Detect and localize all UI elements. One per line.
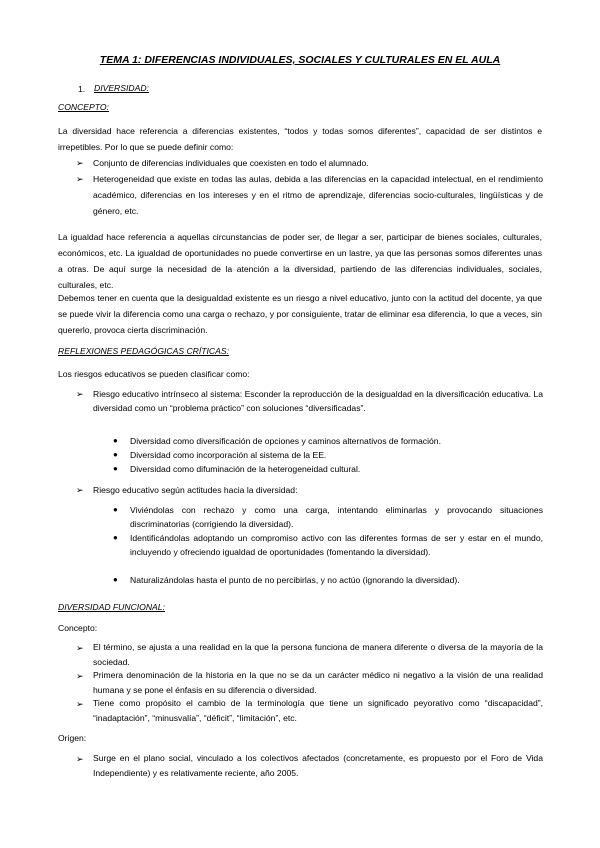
- list-item: Primera denominación de la historia en la que no se da un carácter médico ni negativo a la visión de una realidad humana y se pone el énfasis en su diferencia o diversidad.: [93, 670, 543, 695]
- sub-list-item: Naturalizándolas hasta el punto de no percibirlas, y no actúo (ignorando la diversidad).: [130, 575, 460, 585]
- dot-bullet-icon: ●: [113, 450, 118, 459]
- list-item: Riesgo educativo según actitudes hacia la diversidad:: [93, 485, 298, 495]
- concepto-heading: CONCEPTO:: [58, 102, 109, 112]
- arrow-bullet-icon: ➢: [76, 158, 84, 168]
- sub-list-item: Diversidad como diversificación de opciones y caminos alternativos de formación.: [130, 436, 441, 446]
- funcional-heading: DIVERSIDAD FUNCIONAL:: [58, 602, 165, 612]
- dot-bullet-icon: ●: [113, 436, 118, 445]
- dot-bullet-icon: ●: [113, 505, 118, 514]
- arrow-bullet-icon: ➢: [76, 699, 84, 709]
- list-item: Tiene como propósito el cambio de la terminología que tiene un significado peyorativo como “discapacidad”, “inadaptación”, “minusvalía”, “déficit”, “limitación”, etc.: [93, 698, 543, 723]
- arrow-bullet-icon: ➢: [76, 174, 84, 184]
- list-item: Surge en el plano social, vinculado a los colectivos afectados (concretamente, es propuesto por el Foro de Vida Independiente) y es relativamente reciente, año 2005.: [93, 753, 543, 778]
- concepto-intro: La diversidad hace referencia a diferencias existentes, “todos y todas somos diferentes”, capacidad de ser distintos e irrepetibles. Por lo que se puede definir como:: [58, 126, 542, 152]
- sub-list-item: Diversidad como incorporación al sistema de la EE.: [130, 450, 327, 460]
- list-item: Conjunto de diferencias individuales que coexisten en todo el alumnado.: [93, 158, 369, 168]
- sub-list-item: Diversidad como difuminación de la heterogeneidad cultural.: [130, 464, 361, 474]
- list-item: Riesgo educativo intrínseco al sistema: Esconder la reproducción de la desigualdad en la diversificación educativa. La diversidad como un “problema práctico” con soluciones “diversificadas”.: [93, 389, 543, 413]
- arrow-bullet-icon: ➢: [76, 754, 84, 764]
- arrow-bullet-icon: ➢: [76, 643, 84, 653]
- section-heading-diversidad: DIVERSIDAD:: [94, 83, 149, 93]
- arrow-bullet-icon: ➢: [76, 389, 84, 399]
- reflexiones-heading: REFLEXIONES PEDAGÓGICAS CRÍTICAS:: [58, 346, 229, 356]
- dot-bullet-icon: ●: [113, 575, 118, 584]
- list-item: El término, se ajusta a una realidad en la que la persona funciona de manera diferente o diversa de la mayoría de la sociedad.: [93, 642, 543, 667]
- sub-list-item: Viviéndolas con rechazo y como una carga, intentando eliminarlas y provocando situaciones discriminatorias (corrigiendo la diversidad).: [130, 505, 543, 529]
- arrow-bullet-icon: ➢: [76, 485, 84, 495]
- section-number: 1.: [78, 84, 86, 94]
- dot-bullet-icon: ●: [113, 533, 118, 542]
- origen-label: Origen:: [58, 733, 87, 743]
- reflexiones-intro: Los riesgos educativos se pueden clasificar como:: [58, 369, 250, 379]
- arrow-bullet-icon: ➢: [76, 671, 84, 681]
- paragraph-desigualdad: Debemos tener en cuenta que la desigualdad existente es un riesgo a nivel educativo, junto con la actitud del docente, ya que se puede vivir la diferencia como una carga o rechazo, y por consiguiente, tratar de eliminar esa diferencia, lo que a veces, sin quererlo, provoca cierta discriminación.: [58, 293, 542, 335]
- dot-bullet-icon: ●: [113, 464, 118, 473]
- paragraph-igualdad: La igualdad hace referencia a aquellas circunstancias de poder ser, de llegar a ser, participar de bienes sociales, culturales, económicos, etc. La igualdad de oportunidades no puede convertirse en un lastre, ya que las personas somos diferentes unas a otras. De aquí surge la necesidad de la atención a la diversidad, partiendo de las diferencias individuales, sociales, culturales, etc.: [58, 232, 542, 290]
- list-item: Heterogeneidad que existe en todas las aulas, debida a las diferencias en la capacidad intelectual, en el rendimiento académico, diferencias en los intereses y en el ritmo de aprendizaje, diferencias socio-culturales, lingüísticas y de género, etc.: [93, 174, 543, 216]
- concepto-label: Concepto:: [58, 623, 98, 633]
- page-title: TEMA 1: DIFERENCIAS INDIVIDUALES, SOCIALES Y CULTURALES EN EL AULA: [99, 54, 501, 66]
- sub-list-item: Identificándolas adoptando un compromiso activo con las diferentes formas de ser y estar en el mundo, incluyendo y ofreciendo igualdad de oportunidades (fomentando la diversidad).: [130, 533, 543, 557]
